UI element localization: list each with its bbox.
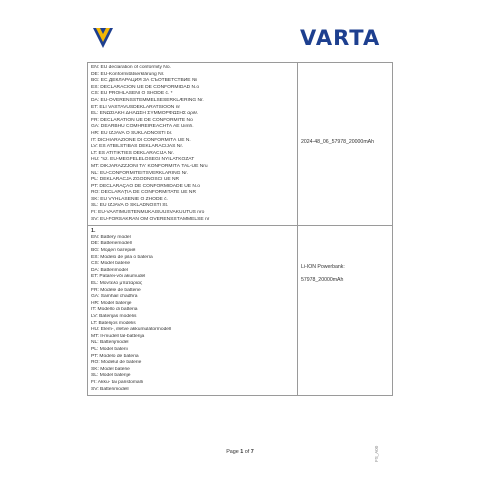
language-line: CS: Model baterie: [91, 261, 131, 267]
language-line: SV: EU-FÖRSÄKRAN OM ÖVERENSSTÄMMELSE nr: [91, 216, 210, 222]
page-prefix: Page: [226, 449, 241, 455]
language-line: PT: DECLARAÇÃO DE CONFORMIDADE UE N.o: [91, 183, 200, 189]
language-line: ET: Patarei-või akumudel: [91, 274, 146, 280]
language-line: BG: Модел батерия: [91, 248, 136, 254]
language-line: FI: Akku- tai paristomalli: [91, 379, 143, 385]
language-line: RO: DECLARAȚIA DE CONFORMITATE UE NR: [91, 190, 196, 196]
page-mid: of: [243, 449, 251, 455]
language-line: GA: DEARBHÚ COMHRÉIREACHTA AE Uimh.: [91, 124, 194, 130]
page-total: 7: [250, 449, 254, 455]
language-line: ES: Modelo de pila o batería: [91, 254, 153, 260]
row-number: 1.: [91, 228, 96, 235]
language-line: PT: Modelo de bateria: [91, 353, 139, 359]
language-line: LV: ES ATBILSTĪBAS DEKLARĀCIJAS Nr.: [91, 144, 184, 150]
language-line: FI: EU-VAATIMUSTENMUKAISUUSVAKUUTUS nro: [91, 210, 205, 216]
battery-model-label-cell: [88, 226, 298, 396]
language-line: HR: Model baterije: [91, 300, 132, 306]
language-line: HU: "sz. EU-MEGFELELŐSÉGI NYILATKOZAT: [91, 157, 195, 163]
language-line: MT: Il-mudell tal-batterija: [91, 333, 145, 339]
language-line: SL: Model baterije: [91, 373, 131, 379]
language-line: DA: EU-OVERENSSTEMMELSESERKLÆRING Nr.: [91, 97, 204, 103]
language-line: PL: DEKLARACJA ZGODNOŚCI UE NR: [91, 177, 180, 183]
page-current: 1: [240, 449, 244, 455]
language-line: SK: EÚ VYHLÁSENIE O ZHODE č.: [91, 196, 168, 202]
table-row: [88, 63, 393, 226]
language-line: IT: DICHIARAZIONE DI CONFORMITÀ UE N.: [91, 137, 191, 143]
language-line: BG: ЕС ДЕКЛАРАЦИЯ ЗА СЪОТВЕТСТВИЕ №: [91, 78, 198, 84]
language-line: ET: ELI VASTAVUSDEKLARATSIOON nr: [91, 104, 181, 110]
language-line: LT: Baterijos modelis: [91, 320, 136, 326]
product-type: Li-ION Powerbank:: [301, 264, 345, 271]
battery-model-value-cell: [298, 226, 393, 396]
language-line: NL: EU-CONFORMITEITSVERKLARING Nr.: [91, 170, 189, 176]
language-line: SK: Model batérie: [91, 366, 130, 372]
product-model: 57978_20000mAh: [301, 277, 344, 284]
language-line: DE: EU-Konformitätserklärung Nr.: [91, 71, 165, 77]
declaration-number: 2024-48_06_57978_20000mAh: [301, 139, 374, 145]
language-line: EN: Battery model: [91, 234, 131, 240]
language-line: HU: Elem-, illetve akkumulátormodell: [91, 327, 172, 333]
varta-logo-icon: [93, 28, 113, 48]
declaration-table: [87, 62, 393, 396]
language-line: GA: Samhail chadhra: [91, 294, 138, 300]
declaration-title-cell: [88, 63, 298, 226]
language-line: DE: Batteriemodell: [91, 241, 132, 247]
language-line: HR: EU IZJAVA O SUKLADNOSTI br.: [91, 130, 173, 136]
language-line: LT: ES ATITIKTIES DEKLARACIJA Nr.: [91, 150, 174, 156]
declaration-number-cell: [298, 63, 393, 226]
language-line: SV: Batterimodell: [91, 386, 129, 392]
language-line: DA: Batterimodel: [91, 267, 128, 273]
language-line: PL: Model baterii: [91, 346, 128, 352]
language-line: ES: DECLARACIÓN UE DE CONFORMIDAD N.o: [91, 84, 200, 90]
language-line: EL: ΕΝΩΣΙΑΚΗ ΔΗΛΩΣΗ ΣΥΜΜΟΡΦΩΣΗΣ αριθ.: [91, 111, 199, 117]
language-line: RO: Modelul de baterie: [91, 360, 142, 366]
page-indicator: [0, 449, 480, 455]
language-line: EN: EU declaration of conformity No.: [91, 65, 171, 70]
language-line: EL: Μοντέλο μπαταρίας: [91, 281, 143, 286]
language-line: SL: EU IZJAVA O SKLADNOSTI Št.: [91, 203, 169, 209]
language-line: FR: Modèle de batterie: [91, 287, 141, 293]
brand-wordmark: VARTA: [300, 26, 381, 50]
language-line: LV: Baterijas modelis: [91, 313, 137, 319]
language-line: MT: DIKJARAZZJONI TA' KONFORMITÀ TAL-UE Nru: [91, 163, 208, 169]
document-code: FS_A00: [374, 445, 379, 462]
table-row: [88, 226, 393, 396]
language-line: IT: Modello di batteria: [91, 307, 138, 313]
language-line: NL: Batterijmodel: [91, 340, 129, 346]
language-line: FR: DÉCLARATION UE DE CONFORMITÉ No: [91, 117, 193, 123]
language-line: CS: EU PROHLÁŠENÍ O SHODĚ č. *: [91, 91, 173, 97]
